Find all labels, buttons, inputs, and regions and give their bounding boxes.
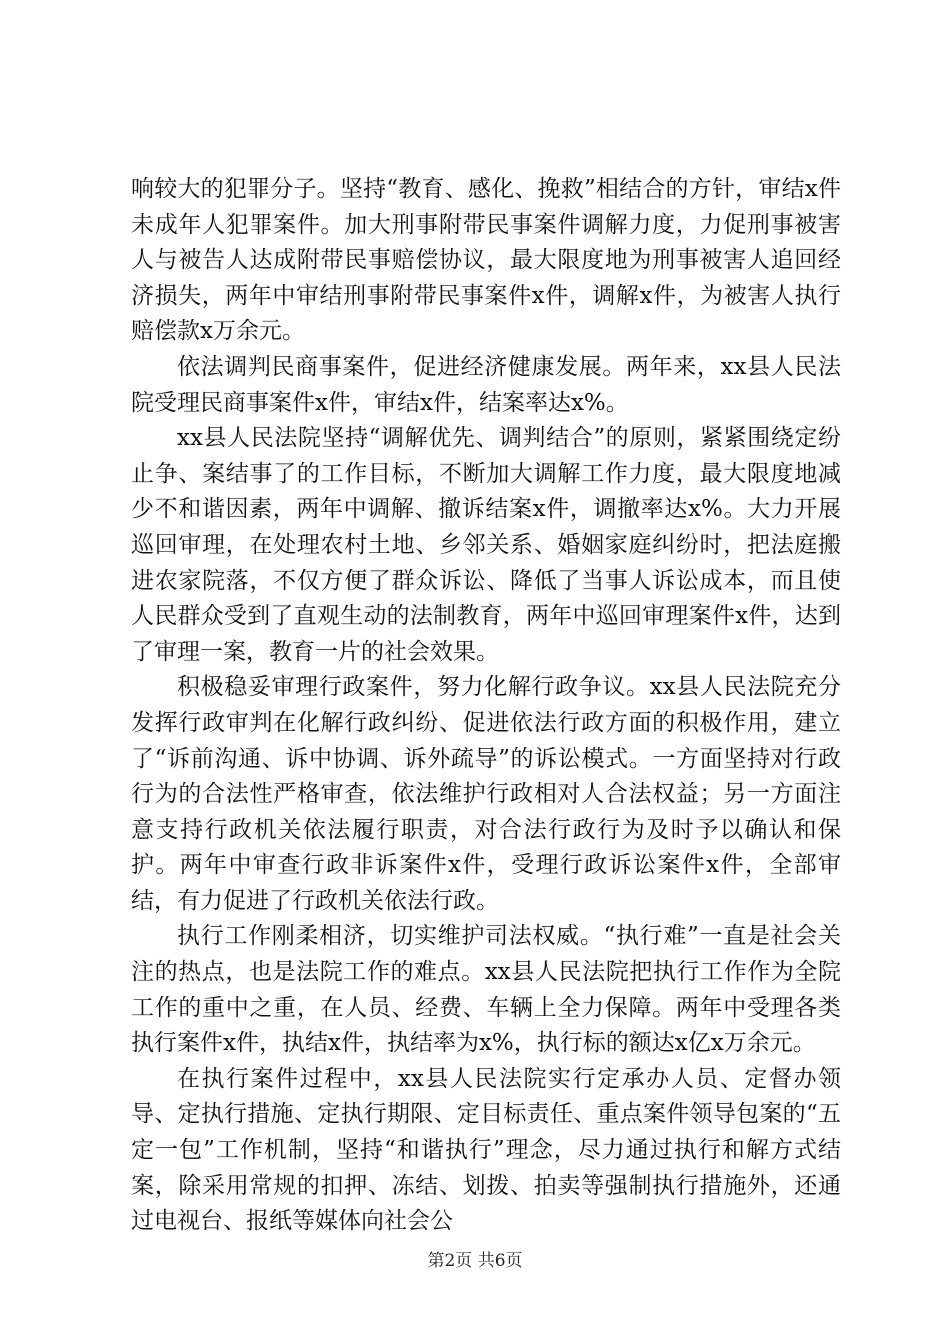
paragraph-6: 在执行案件过程中，xx县人民法院实行定承办人员、定督办领导、定执行措施、定执行期限、定目标责任、重点案件领导包案的“五定一包”工作机制，坚持“和谐执行”理念，尽力通过执行和解方式结案，除采用常规的扣押、冻结、划拨、拍卖等强制执行措施外，还通过电视台、报纸等媒体向社会公 [131, 1065, 841, 1235]
paragraph-3: xx县人民法院坚持“调解优先、调判结合”的原则，紧紧围绕定纷止争、案结事了的工作目标，不断加大调解工作力度，最大限度地减少不和谐因素，两年中调解、撤诉结案x件，调撤率达x%。大力开展巡回审理，在处理农村土地、乡邻关系、婚姻家庭纠纷时，把法庭搬进农家院落，不仅方便了群众诉讼、降低了当事人诉讼成本，而且使人民群众受到了直观生动的法制教育，两年中巡回审理案件x件，达到了审理一案，教育一片的社会效果。 [131, 425, 841, 665]
paragraph-4: 积极稳妥审理行政案件，努力化解行政争议。xx县人民法院充分发挥行政审判在化解行政纠纷、促进依法行政方面的积极作用，建立了“诉前沟通、诉中协调、诉外疏导”的诉讼模式。一方面坚持对行政行为的合法性严格审查，依法维护行政相对人合法权益；另一方面注意支持行政机关依法履行职责，对合法行政行为及时予以确认和保护。两年中审查行政非诉案件x件，受理行政诉讼案件x件，全部审结，有力促进了行政机关依法行政。 [131, 674, 841, 914]
paragraph-1: 响较大的犯罪分子。坚持“教育、感化、挽救”相结合的方针，审结x件未成年人犯罪案件。加大刑事附带民事案件调解力度，力促刑事被害人与被告人达成附带民事赔偿协议，最大限度地为刑事被害人追回经济损失，两年中审结刑事附带民事案件x件，调解x件，为被害人执行赔偿款x万余元。 [131, 176, 841, 345]
document-body [131, 172, 841, 1240]
paragraph-2: 依法调判民商事案件，促进经济健康发展。两年来，xx县人民法院受理民商事案件x件，审结x件，结案率达x%。 [131, 353, 841, 416]
paragraph-5: 执行工作刚柔相济，切实维护司法权威。“执行难”一直是社会关注的热点，也是法院工作的难点。xx县人民法院把执行工作作为全院工作的重中之重，在人员、经费、车辆上全力保障。两年中受理各类执行案件x件，执结x件，执结率为x%，执行标的额达x亿x万余元。 [131, 923, 841, 1057]
page-number-footer: 第2页 共6页 [427, 1251, 523, 1271]
